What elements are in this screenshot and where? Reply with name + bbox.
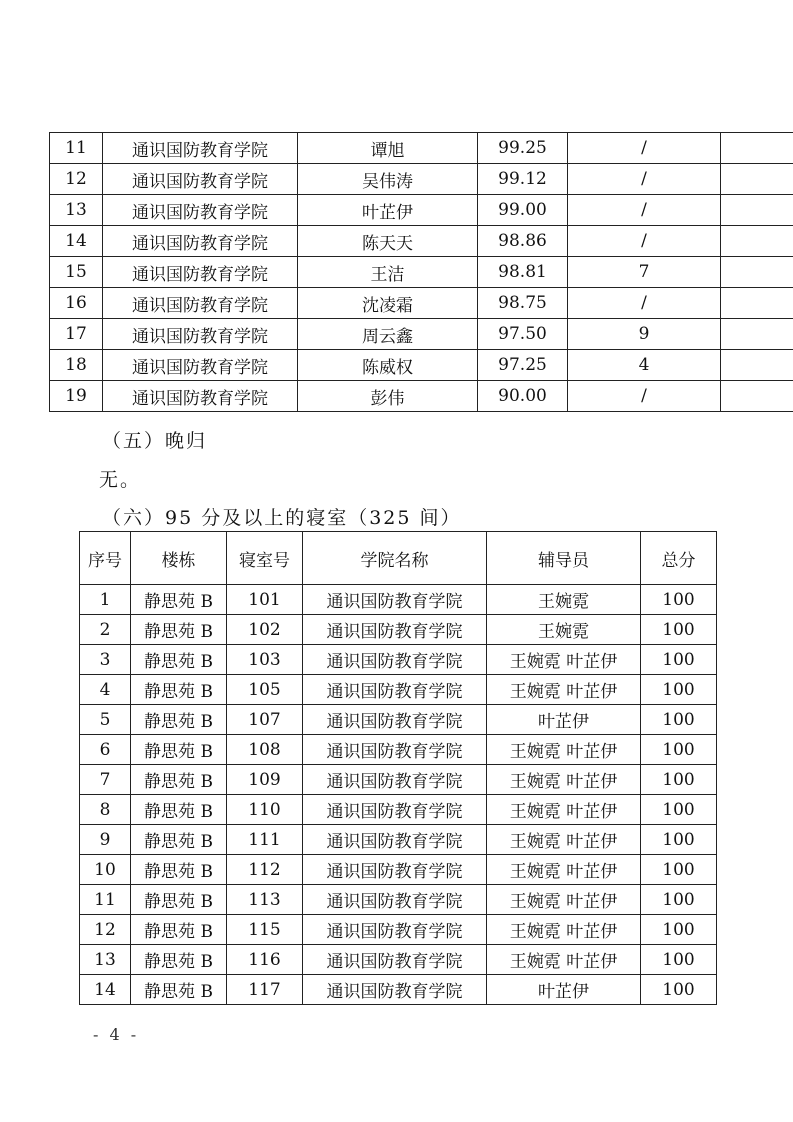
total-score-cell: 100 <box>641 885 717 915</box>
college-name-cell: 通识国防教育学院 <box>303 855 487 885</box>
table-row <box>80 795 717 825</box>
page-number: - 4 - <box>93 1025 140 1044</box>
score-cell: 99.25 <box>478 133 568 164</box>
score-cell: 99.00 <box>478 195 568 226</box>
college-name-cell: 通识国防教育学院 <box>103 164 298 195</box>
building-cell: 静思苑 B <box>131 975 227 1005</box>
student-name-cell: 吴伟涛 <box>298 164 478 195</box>
rank-cell: / <box>568 133 721 164</box>
total-score-cell: 100 <box>641 855 717 885</box>
building-cell: 静思苑 B <box>131 795 227 825</box>
serial-number-cell: 3 <box>80 645 131 675</box>
counselor-cell: 王婉霓 叶芷伊 <box>487 645 641 675</box>
building-cell: 静思苑 B <box>131 735 227 765</box>
table-row <box>50 257 793 288</box>
table-row <box>80 975 717 1005</box>
building-cell: 静思苑 B <box>131 615 227 645</box>
rank-cell: 9 <box>568 319 721 350</box>
row-number-cell: 12 <box>50 164 103 195</box>
building-cell: 静思苑 B <box>131 585 227 615</box>
table-row <box>80 705 717 735</box>
total-score-cell: 100 <box>641 705 717 735</box>
score-cell: 97.50 <box>478 319 568 350</box>
counselor-cell: 王婉霓 叶芷伊 <box>487 795 641 825</box>
serial-number-cell: 1 <box>80 585 131 615</box>
student-name-cell: 王洁 <box>298 257 478 288</box>
college-name-cell: 通识国防教育学院 <box>303 825 487 855</box>
college-name-cell: 通识国防教育学院 <box>303 735 487 765</box>
score-cell: 98.75 <box>478 288 568 319</box>
table-row <box>50 350 793 381</box>
counselor-cell: 王婉霓 叶芷伊 <box>487 915 641 945</box>
table-row <box>80 825 717 855</box>
counselor-cell: 王婉霓 <box>487 615 641 645</box>
total-score-cell: 100 <box>641 975 717 1005</box>
score-cell: 98.86 <box>478 226 568 257</box>
room-number-cell: 112 <box>227 855 303 885</box>
table-row <box>80 735 717 765</box>
student-name-cell: 周云鑫 <box>298 319 478 350</box>
table-row <box>80 885 717 915</box>
table-row <box>80 765 717 795</box>
total-score-cell: 100 <box>641 735 717 765</box>
room-number-cell: 110 <box>227 795 303 825</box>
serial-number-cell: 12 <box>80 915 131 945</box>
college-name-cell: 通识国防教育学院 <box>103 350 298 381</box>
total-score-cell: 100 <box>641 945 717 975</box>
header-college-name: 学院名称 <box>303 532 487 585</box>
student-name-cell: 陈天天 <box>298 226 478 257</box>
college-name-cell: 通识国防教育学院 <box>303 975 487 1005</box>
counselor-cell: 王婉霓 <box>487 585 641 615</box>
table-row <box>50 133 793 164</box>
college-name-cell: 通识国防教育学院 <box>303 885 487 915</box>
serial-number-cell: 14 <box>80 975 131 1005</box>
row-number-cell: 17 <box>50 319 103 350</box>
counselor-cell: 王婉霓 叶芷伊 <box>487 945 641 975</box>
header-serial-number: 序号 <box>80 532 131 585</box>
score-table <box>49 132 793 412</box>
table-row <box>50 195 793 226</box>
counselor-cell: 王婉霓 叶芷伊 <box>487 735 641 765</box>
college-name-cell: 通识国防教育学院 <box>303 645 487 675</box>
college-name-cell: 通识国防教育学院 <box>303 705 487 735</box>
serial-number-cell: 6 <box>80 735 131 765</box>
student-name-cell: 沈凌霜 <box>298 288 478 319</box>
header-room-number: 寝室号 <box>227 532 303 585</box>
rank-cell: 7 <box>568 257 721 288</box>
room-number-cell: 108 <box>227 735 303 765</box>
building-cell: 静思苑 B <box>131 765 227 795</box>
counselor-cell: 叶芷伊 <box>487 975 641 1005</box>
dorm-table <box>79 531 717 1005</box>
student-name-cell: 叶芷伊 <box>298 195 478 226</box>
table-row <box>50 226 793 257</box>
building-cell: 静思苑 B <box>131 915 227 945</box>
counselor-cell: 王婉霓 叶芷伊 <box>487 825 641 855</box>
table-row <box>80 645 717 675</box>
remark-cell <box>721 350 793 381</box>
remark-cell <box>721 164 793 195</box>
room-number-cell: 113 <box>227 885 303 915</box>
section-heading-late-return: （五）晚归 <box>102 430 208 452</box>
table-row <box>80 945 717 975</box>
college-name-cell: 通识国防教育学院 <box>303 765 487 795</box>
student-name-cell: 彭伟 <box>298 381 478 412</box>
college-name-cell: 通识国防教育学院 <box>303 915 487 945</box>
table-row <box>80 915 717 945</box>
remark-cell <box>721 319 793 350</box>
remark-cell <box>721 257 793 288</box>
row-number-cell: 18 <box>50 350 103 381</box>
table-row <box>50 164 793 195</box>
row-number-cell: 11 <box>50 133 103 164</box>
table-row <box>80 615 717 645</box>
table-row <box>50 381 793 412</box>
remark-cell <box>721 226 793 257</box>
college-name-cell: 通识国防教育学院 <box>103 288 298 319</box>
score-table-body <box>50 133 793 412</box>
rank-cell: 4 <box>568 350 721 381</box>
college-name-cell: 通识国防教育学院 <box>303 795 487 825</box>
rank-cell: / <box>568 226 721 257</box>
score-cell: 90.00 <box>478 381 568 412</box>
student-name-cell: 陈威权 <box>298 350 478 381</box>
total-score-cell: 100 <box>641 765 717 795</box>
row-number-cell: 13 <box>50 195 103 226</box>
table-row <box>80 585 717 615</box>
serial-number-cell: 13 <box>80 945 131 975</box>
serial-number-cell: 11 <box>80 885 131 915</box>
section-body-none: 无。 <box>99 469 142 491</box>
header-counselor: 辅导员 <box>487 532 641 585</box>
header-total-score: 总分 <box>641 532 717 585</box>
college-name-cell: 通识国防教育学院 <box>103 257 298 288</box>
room-number-cell: 107 <box>227 705 303 735</box>
total-score-cell: 100 <box>641 585 717 615</box>
student-name-cell: 谭旭 <box>298 133 478 164</box>
row-number-cell: 14 <box>50 226 103 257</box>
score-cell: 97.25 <box>478 350 568 381</box>
counselor-cell: 王婉霓 叶芷伊 <box>487 855 641 885</box>
building-cell: 静思苑 B <box>131 705 227 735</box>
room-number-cell: 105 <box>227 675 303 705</box>
college-name-cell: 通识国防教育学院 <box>103 226 298 257</box>
score-cell: 98.81 <box>478 257 568 288</box>
counselor-cell: 王婉霓 叶芷伊 <box>487 885 641 915</box>
total-score-cell: 100 <box>641 645 717 675</box>
dorm-table-body <box>80 585 717 1005</box>
serial-number-cell: 8 <box>80 795 131 825</box>
room-number-cell: 101 <box>227 585 303 615</box>
total-score-cell: 100 <box>641 915 717 945</box>
college-name-cell: 通识国防教育学院 <box>303 615 487 645</box>
room-number-cell: 117 <box>227 975 303 1005</box>
room-number-cell: 116 <box>227 945 303 975</box>
header-building: 楼栋 <box>131 532 227 585</box>
table-row <box>80 675 717 705</box>
college-name-cell: 通识国防教育学院 <box>103 195 298 226</box>
rank-cell: / <box>568 164 721 195</box>
building-cell: 静思苑 B <box>131 645 227 675</box>
building-cell: 静思苑 B <box>131 945 227 975</box>
college-name-cell: 通识国防教育学院 <box>303 675 487 705</box>
table-row <box>50 319 793 350</box>
counselor-cell: 王婉霓 叶芷伊 <box>487 765 641 795</box>
total-score-cell: 100 <box>641 825 717 855</box>
rank-cell: / <box>568 288 721 319</box>
college-name-cell: 通识国防教育学院 <box>103 381 298 412</box>
college-name-cell: 通识国防教育学院 <box>303 945 487 975</box>
rank-cell: / <box>568 381 721 412</box>
serial-number-cell: 10 <box>80 855 131 885</box>
remark-cell <box>721 381 793 412</box>
room-number-cell: 115 <box>227 915 303 945</box>
remark-cell <box>721 288 793 319</box>
college-name-cell: 通识国防教育学院 <box>103 319 298 350</box>
table-row <box>80 855 717 885</box>
score-cell: 99.12 <box>478 164 568 195</box>
room-number-cell: 111 <box>227 825 303 855</box>
room-number-cell: 103 <box>227 645 303 675</box>
college-name-cell: 通识国防教育学院 <box>303 585 487 615</box>
serial-number-cell: 2 <box>80 615 131 645</box>
building-cell: 静思苑 B <box>131 885 227 915</box>
total-score-cell: 100 <box>641 675 717 705</box>
serial-number-cell: 4 <box>80 675 131 705</box>
counselor-cell: 叶芷伊 <box>487 705 641 735</box>
building-cell: 静思苑 B <box>131 825 227 855</box>
college-name-cell: 通识国防教育学院 <box>103 133 298 164</box>
serial-number-cell: 5 <box>80 705 131 735</box>
total-score-cell: 100 <box>641 795 717 825</box>
remark-cell <box>721 195 793 226</box>
building-cell: 静思苑 B <box>131 675 227 705</box>
building-cell: 静思苑 B <box>131 855 227 885</box>
row-number-cell: 16 <box>50 288 103 319</box>
rank-cell: / <box>568 195 721 226</box>
total-score-cell: 100 <box>641 615 717 645</box>
section-heading-dorms: （六）95 分及以上的寝室（325 间） <box>102 507 462 529</box>
room-number-cell: 109 <box>227 765 303 795</box>
row-number-cell: 19 <box>50 381 103 412</box>
serial-number-cell: 9 <box>80 825 131 855</box>
dorm-table-header-row <box>80 532 717 585</box>
counselor-cell: 王婉霓 叶芷伊 <box>487 675 641 705</box>
room-number-cell: 102 <box>227 615 303 645</box>
row-number-cell: 15 <box>50 257 103 288</box>
remark-cell <box>721 133 793 164</box>
table-row <box>50 288 793 319</box>
serial-number-cell: 7 <box>80 765 131 795</box>
